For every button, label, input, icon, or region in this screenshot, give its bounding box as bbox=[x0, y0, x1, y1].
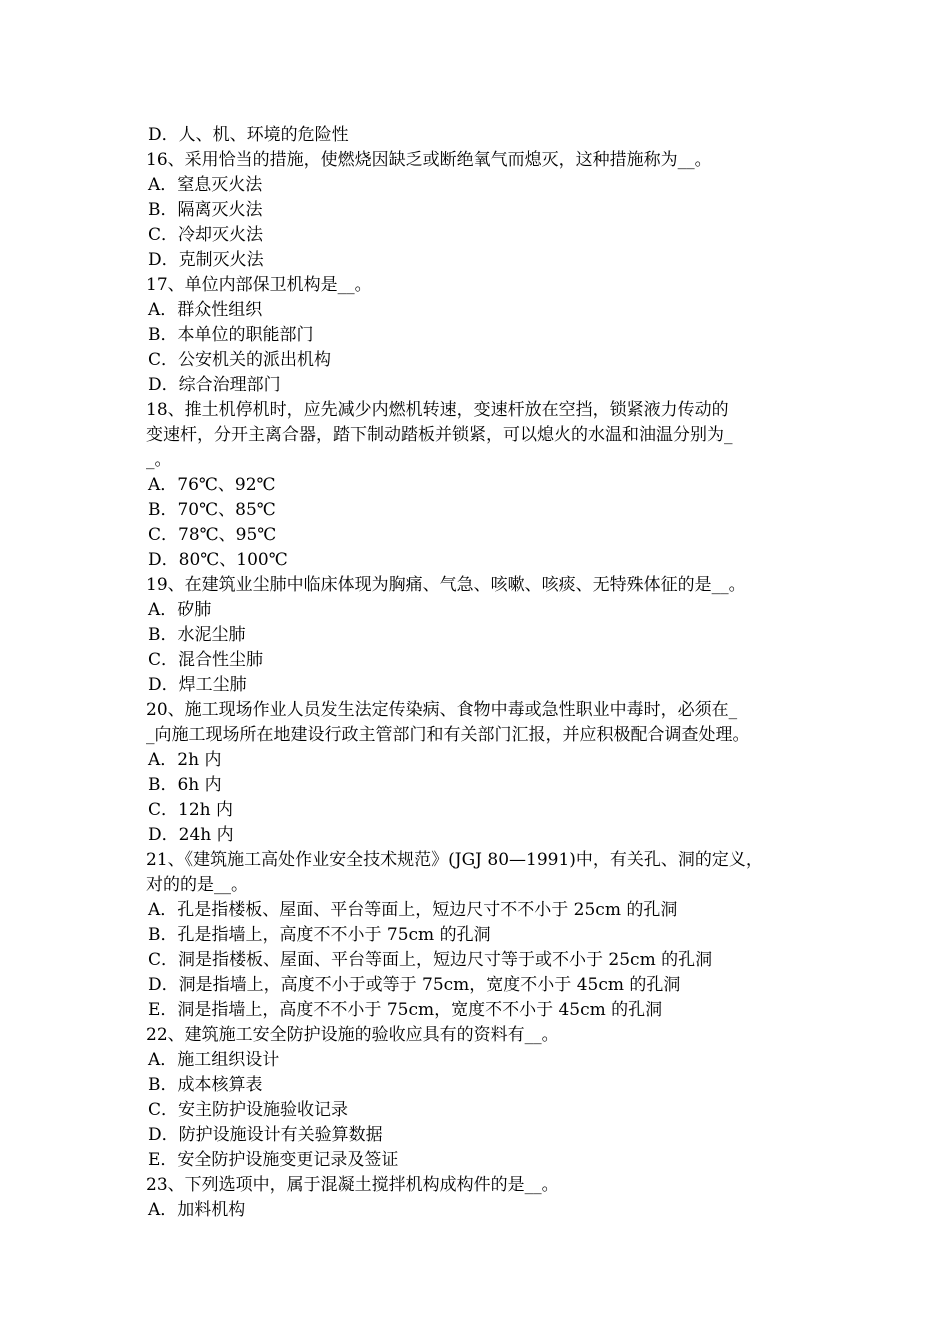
answer-option-line: E．洞是指墙上，高度不不小于 75cm，宽度不不小于 45cm 的孔洞 bbox=[148, 1000, 663, 1020]
answer-option-line: B．6h 内 bbox=[148, 775, 222, 795]
answer-option-line: A．矽肺 bbox=[148, 600, 212, 620]
question-text-line: 对的的是__。 bbox=[146, 875, 248, 895]
answer-option-line: C．78℃、95℃ bbox=[148, 525, 277, 545]
answer-option-line: D．80℃、100℃ bbox=[148, 550, 288, 570]
answer-option-line: B．孔是指墙上，高度不不小于 75cm 的孔洞 bbox=[148, 925, 491, 945]
answer-option-line: C．混合性尘肺 bbox=[148, 650, 264, 670]
question-text-line: _向施工现场所在地建设行政主管部门和有关部门汇报，并应积极配合调查处理。 bbox=[146, 725, 750, 745]
answer-option-line: A．2h 内 bbox=[148, 750, 222, 770]
answer-option-line: D．克制灭火法 bbox=[148, 250, 264, 270]
document-body bbox=[146, 123, 826, 1223]
answer-option-line: D．综合治理部门 bbox=[148, 375, 281, 395]
answer-option-line: A．施工组织设计 bbox=[148, 1050, 280, 1070]
answer-option-line: D．24h 内 bbox=[148, 825, 234, 845]
question-text-line: _。 bbox=[146, 450, 172, 470]
answer-option-line: D．防护设施设计有关验算数据 bbox=[148, 1125, 383, 1145]
question-text-line: 变速杆，分开主离合器，踏下制动踏板并锁紧，可以熄火的水温和油温分别为_ bbox=[146, 425, 733, 445]
answer-option-line: C．安主防护设施验收记录 bbox=[148, 1100, 349, 1120]
answer-option-line: A．加料机构 bbox=[148, 1200, 246, 1220]
answer-option-line: C．12h 内 bbox=[148, 800, 233, 820]
answer-option-line: A．76℃、92℃ bbox=[148, 475, 276, 495]
answer-option-line: C．冷却灭火法 bbox=[148, 225, 264, 245]
answer-option-line: E．安全防护设施变更记录及签证 bbox=[148, 1150, 399, 1170]
answer-option-line: C．洞是指楼板、屋面、平台等面上，短边尺寸等于或不小于 25cm 的孔洞 bbox=[148, 950, 713, 970]
question-text-line: 16、采用恰当的措施，使燃烧因缺乏或断绝氧气而熄灭，这种措施称为__。 bbox=[146, 150, 712, 170]
question-text-line: 18、推土机停机时，应先减少内燃机转速，变速杆放在空挡，锁紧液力传动的 bbox=[146, 400, 729, 420]
question-text-line: 22、建筑施工安全防护设施的验收应具有的资料有__。 bbox=[146, 1025, 559, 1045]
answer-option-line: D．焊工尘肺 bbox=[148, 675, 247, 695]
answer-option-line: C．公安机关的派出机构 bbox=[148, 350, 332, 370]
answer-option-line: D．洞是指墙上，高度不小于或等于 75cm，宽度不小于 45cm 的孔洞 bbox=[148, 975, 681, 995]
question-text-line: 19、在建筑业尘肺中临床体现为胸痛、气急、咳嗽、咳痰、无特殊体征的是__。 bbox=[146, 575, 746, 595]
question-text-line: 21、《建筑施工高处作业安全技术规范》(JGJ 80—1991)中，有关孔、洞的定义， bbox=[146, 850, 763, 870]
question-text-line: 17、单位内部保卫机构是__。 bbox=[146, 275, 372, 295]
question-text-line: 23、下列选项中，属于混凝土搅拌机构成构件的是__。 bbox=[146, 1175, 559, 1195]
answer-option-line: B．成本核算表 bbox=[148, 1075, 263, 1095]
answer-option-line: D．人、机、环境的危险性 bbox=[148, 125, 349, 145]
answer-option-line: B．70℃、85℃ bbox=[148, 500, 276, 520]
answer-option-line: B．本单位的职能部门 bbox=[148, 325, 314, 345]
answer-option-line: A．窒息灭火法 bbox=[148, 175, 263, 195]
answer-option-line: B．水泥尘肺 bbox=[148, 625, 246, 645]
question-text-line: 20、施工现场作业人员发生法定传染病、食物中毒或急性职业中毒时，必须在_ bbox=[146, 700, 738, 720]
answer-option-line: A．群众性组织 bbox=[148, 300, 263, 320]
answer-option-line: B．隔离灭火法 bbox=[148, 200, 263, 220]
answer-option-line: A．孔是指楼板、屋面、平台等面上，短边尺寸不不小于 25cm 的孔洞 bbox=[148, 900, 678, 920]
